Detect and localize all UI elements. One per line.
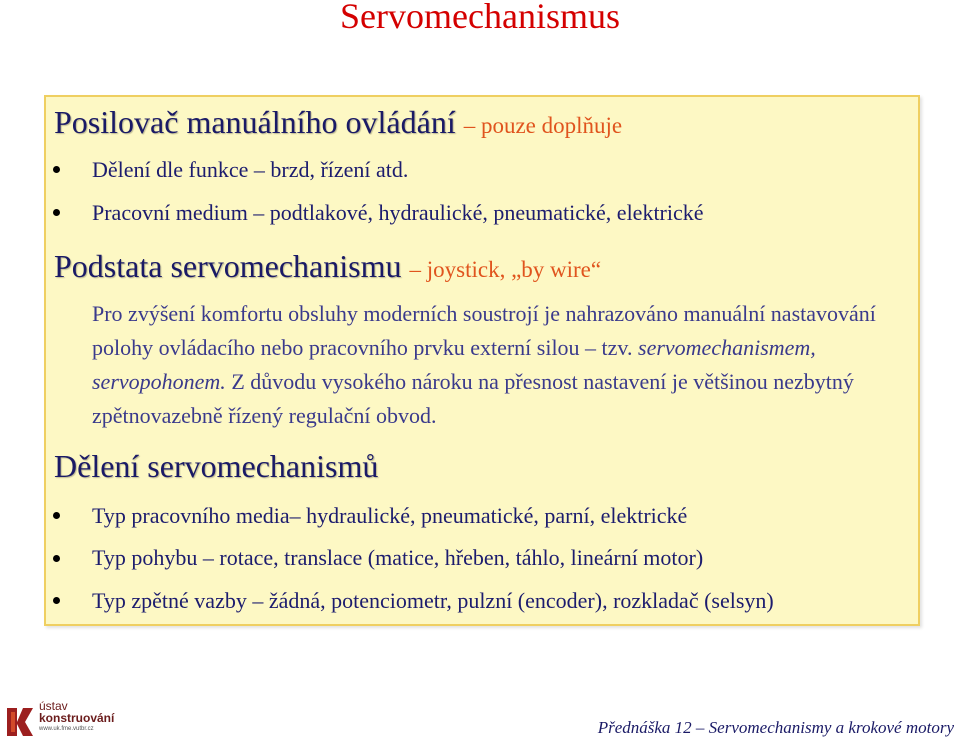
- paragraph-italic-terms: servomechanismem, servopohonem.: [92, 335, 816, 394]
- section-heading-podstata: [54, 249, 601, 287]
- logo-line1: ústav: [39, 699, 68, 713]
- section-heading-deleni: [54, 449, 378, 483]
- bullet-item: Dělení dle funkce – brzd, řízení atd.: [92, 157, 409, 182]
- bullet-dot: [53, 555, 60, 562]
- description-paragraph: [92, 297, 892, 433]
- logo-line2: konstruování: [39, 711, 115, 725]
- footer-lecture-title: Přednáška 12 – Servomechanismy a krokové motory: [597, 718, 954, 737]
- heading-note: – joystick, „by wire“: [409, 257, 602, 282]
- bullet-dot: [53, 209, 60, 216]
- institute-logo: [5, 700, 125, 740]
- bullet-item: Typ pracovního media– hydraulické, pneumatické, parní, elektrické: [92, 503, 688, 528]
- bullet-dot: [53, 512, 60, 519]
- paragraph-text-end: Z důvodu vysokého nároku na přesnost nastavení je většinou nezbytný zpětnovazebně řízený regulační obvod.: [92, 369, 854, 428]
- bullet-item: Typ zpětné vazby – žádná, potenciometr, pulzní (encoder), rozkladač (selsyn): [92, 588, 774, 613]
- bullet-dot: [53, 166, 60, 173]
- bullet-item: Pracovní medium – podtlakové, hydraulické, pneumatické, elektrické: [92, 200, 704, 225]
- slide-title: Servomechanismus: [340, 0, 620, 36]
- section-heading-posilovac: [54, 105, 622, 143]
- logo-mark-icon: [5, 702, 37, 738]
- logo-url: www.uk.fme.vutbr.cz: [39, 726, 94, 732]
- heading-text: Posilovač manuálního ovládání: [54, 104, 456, 140]
- bullet-dot: [53, 597, 60, 604]
- heading-text: Podstata servomechanismu: [54, 248, 402, 284]
- heading-text: Dělení servomechanismů: [54, 448, 379, 484]
- bullet-item: Typ pohybu – rotace, translace (matice, hřeben, táhlo, lineární motor): [92, 545, 704, 570]
- paragraph-text: Pro zvýšení komfortu obsluhy moderních soustrojí je nahrazováno manuální nastavování polohy ovládacího nebo pracovního prvku externí silou – tzv.: [92, 301, 876, 360]
- heading-note: – pouze doplňuje: [463, 113, 623, 138]
